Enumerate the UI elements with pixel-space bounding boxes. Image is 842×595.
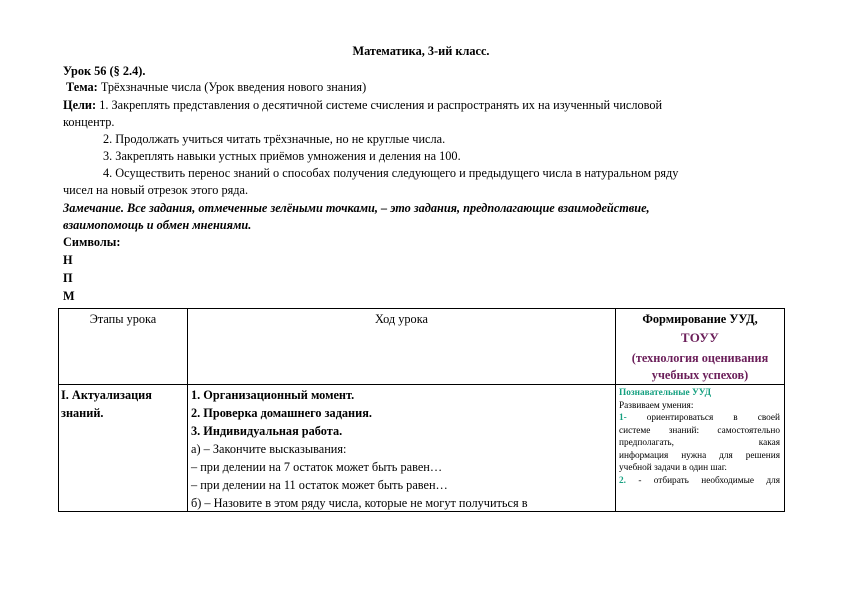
- course-line-1: 1. Организационный момент.: [191, 388, 355, 402]
- row1-uud: Познавательные УУД Развиваем умения: 1- ориентироваться в своей системе знаний: самостоятельно предполагать, какая информация нужна для решения учебной задачи в один шаг. 2. - отбирать необходимые для: [616, 385, 785, 512]
- course-line-4: а) – Закончите высказывания:: [191, 442, 347, 456]
- topic-label: Тема:: [66, 80, 98, 94]
- symbols-label: Символы:: [63, 235, 121, 249]
- topic-line: [66, 79, 366, 95]
- course-line-5: – при делении на 7 остаток может быть равен…: [191, 460, 443, 474]
- uud-subtitle: Развиваем умения:: [619, 400, 694, 411]
- goal-4: 4. Осуществить перенос знаний о способах получения следующего и предыдущего числа в натуральном ряду: [103, 166, 679, 180]
- header-touu: ТОУУ: [680, 330, 720, 345]
- header-uud: [616, 309, 785, 385]
- course-line-3: 3. Индивидуальная работа.: [191, 424, 343, 438]
- header-course: Ход урока: [188, 309, 616, 385]
- document-title: Математика, 3-ий класс.: [352, 44, 490, 58]
- table-header-row: [59, 309, 785, 385]
- goals-label: Цели:: [63, 98, 97, 112]
- symbol-n: Н: [63, 253, 73, 267]
- uud-item-2: 2. - отбирать необходимые для: [619, 475, 780, 486]
- header-tech: (технология оценивания учебных успехов): [631, 351, 769, 382]
- note-line-2: взаимопомощь и обмен мнениями.: [63, 218, 252, 232]
- goal-2: 2. Продолжать учиться читать трёхзначные, но не круглые числа.: [103, 132, 446, 146]
- goal-4-continuation: чисел на новый отрезок этого ряда.: [63, 183, 249, 197]
- course-line-6: – при делении на 11 остаток может быть равен…: [191, 478, 448, 492]
- symbol-p: П: [63, 271, 73, 285]
- lesson-number: Урок 56 (§ 2.4).: [63, 64, 146, 78]
- header-stages: Этапы урока: [59, 309, 188, 385]
- goal-1-text: 1. Закреплять представления о десятичной системе счисления и распространять их на изученный числовой: [99, 98, 663, 112]
- uud-item-1: 1- ориентироваться в своей: [619, 413, 781, 423]
- row1-course: [188, 385, 616, 512]
- uud-category: Познавательные УУД: [619, 388, 712, 398]
- row1-stage: I. Актуализация знаний.: [59, 385, 188, 512]
- table-row: [59, 385, 785, 512]
- symbol-m: М: [63, 289, 75, 303]
- course-line-7: б) – Назовите в этом ряду числа, которые не могут получиться в: [191, 496, 528, 510]
- header-uud-title: Формирование УУД,: [642, 312, 758, 326]
- topic-text: Трёхзначные числа (Урок введения нового знания): [100, 80, 367, 94]
- lesson-table: [58, 308, 785, 512]
- course-line-2: 2. Проверка домашнего задания.: [191, 406, 372, 420]
- goal-1: [63, 97, 662, 113]
- goal-3: 3. Закреплять навыки устных приёмов умножения и деления на 100.: [103, 149, 461, 163]
- goal-1-continuation: концентр.: [63, 115, 115, 129]
- note-line-1: Замечание. Все задания, отмеченные зелёными точками, – это задания, предполагающие взаимодействие,: [63, 201, 650, 215]
- uud-item-1-line3: предполагать, какая: [619, 438, 780, 448]
